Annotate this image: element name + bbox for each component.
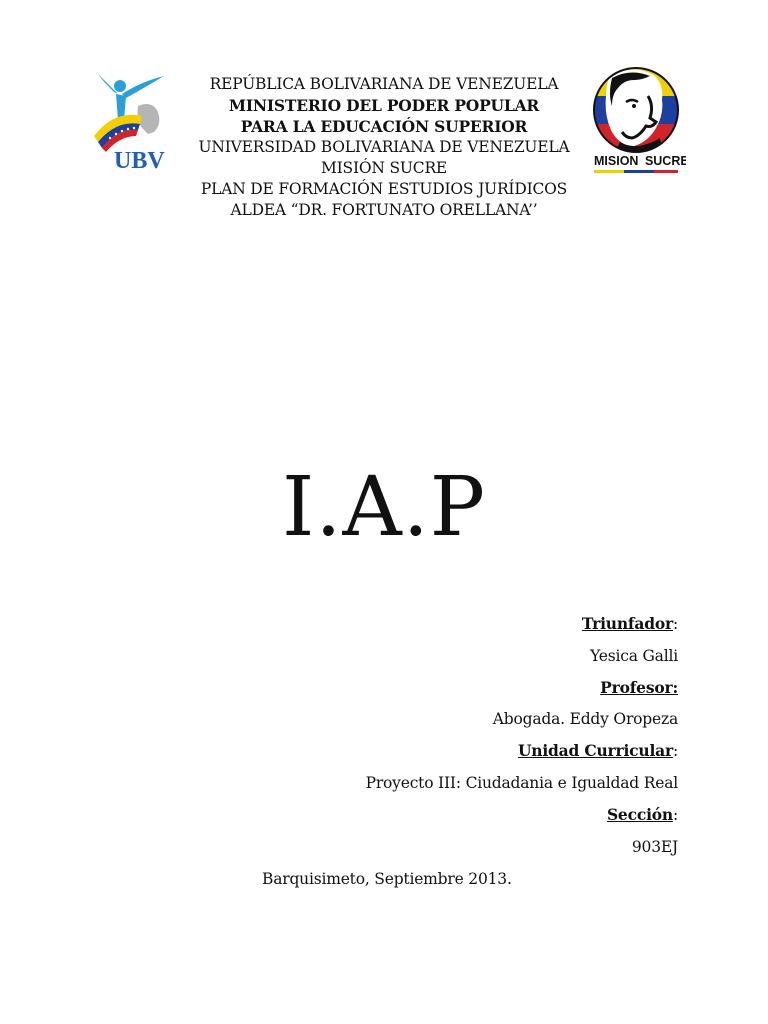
unidad-colon: : [672,742,678,761]
unidad-label: Unidad Curricular [517,741,673,761]
ubv-logo-text: UBV [114,148,165,172]
header-republica: REPÚBLICA BOLIVARIANA DE VENEZUELA [209,75,559,93]
mision-text: MISION [594,154,639,168]
header-universidad: UNIVERSIDAD BOLIVARIANA DE VENEZUELA [198,138,570,156]
profesor-value: Abogada. Eddy Oropeza [492,710,678,729]
seccion-value: 903EJ [631,837,678,856]
header-mision: MISIÓN SUCRE [320,159,448,177]
seccion-colon: : [672,805,678,824]
profesor-row [258,676,678,708]
header-aldea: ALDEA “DR. FORTUNATO ORELLANA’’ [230,201,538,219]
mision-sucre-logo [590,66,686,178]
student-info-block [258,612,678,866]
seccion-label: Sección [606,804,673,824]
header-educacion: PARA LA EDUCACIÓN SUPERIOR [240,117,528,136]
place-date: Barquisimeto, Septiembre 2013. [262,870,512,888]
seccion-row [258,803,678,835]
profesor-label: Profesor: [600,677,678,697]
unidad-value: Proyecto III: Ciudadania e Igualdad Real [365,773,678,792]
triunfador-label: Triunfador [581,614,673,633]
institution-header [188,74,580,221]
svg-text:MISION SUCRE [594,154,686,168]
triunfador-row [258,612,678,644]
ubv-logo [92,72,170,172]
document-title: I.A.P [282,460,486,555]
header-ministerio: MINISTERIO DEL PODER POPULAR [228,96,540,115]
sucre-text: SUCRE [644,154,686,168]
unidad-row [258,739,678,771]
triunfador-value: Yesica Galli [590,646,678,665]
triunfador-colon: : [672,615,678,633]
header-plan: PLAN DE FORMACIÓN ESTUDIOS JURÍDICOS [200,180,568,198]
